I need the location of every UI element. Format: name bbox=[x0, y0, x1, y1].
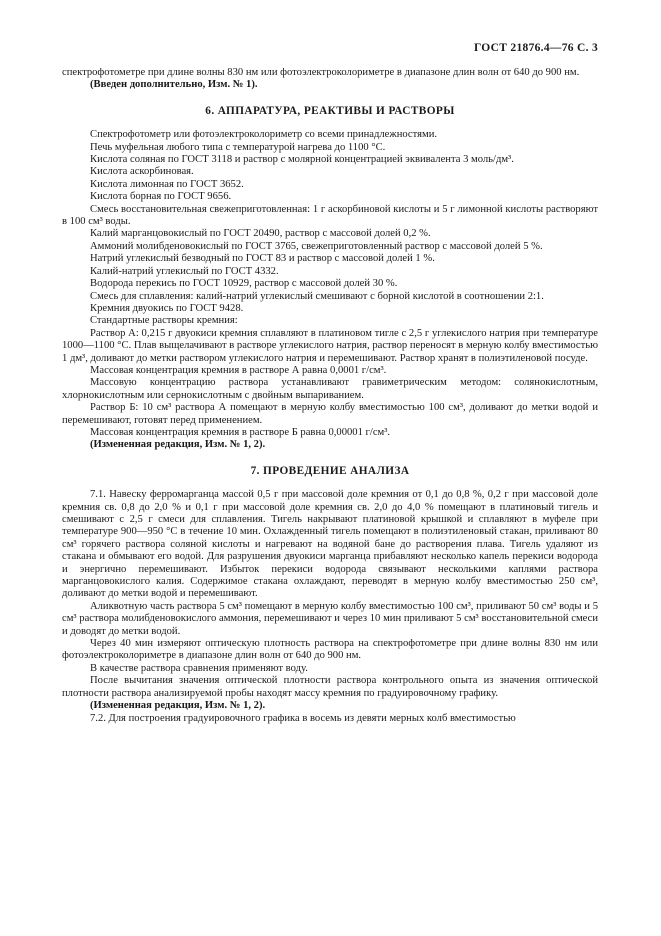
s6-paragraph: Смесь для сплавления: калий-натрий углекислый смешивают с борной кислотой в соотношении 2:1. bbox=[90, 290, 544, 302]
s6-paragraph: Калий-натрий углекислый по ГОСТ 4332. bbox=[90, 265, 279, 277]
section-6-body bbox=[62, 129, 598, 452]
page-header: ГОСТ 21876.4—76 С. 3 bbox=[473, 42, 598, 54]
s6-paragraph: Аммоний молибденовокислый по ГОСТ 3765, свежеприготовленный раствор с массовой долей 5 %. bbox=[90, 240, 543, 252]
section-7-heading: 7. ПРОВЕДЕНИЕ АНАЛИЗА bbox=[250, 464, 410, 477]
s6-paragraph: Раствор А: 0,215 г двуокиси кремния сплавляют в платиновом тигле с 2,5 г углекислого натрия при температуре 1000—1100 °С. Плав выщелачивают в растворе углекислого натрия, раствор переносят в мерную колбу вместимостью 1 дм³, доливают до метки раствором углекислого натрия и перемешивают. Раствор хранят в полиэтиленовой посуде. bbox=[62, 327, 598, 364]
s6-paragraph: Массовую концентрацию раствора устанавливают гравиметрическим методом: солянокислотным, хлорнокислотным или сернокислотным с двойным выпариванием. bbox=[62, 377, 598, 401]
s6-paragraph: Кислота соляная по ГОСТ 3118 и раствор с молярной концентрацией эквивалента 3 моль/дм³. bbox=[90, 154, 514, 166]
s6-paragraph: Натрий углекислый безводный по ГОСТ 83 и раствор с массовой долей 1 %. bbox=[90, 253, 435, 265]
s7-paragraph: Через 40 мин измеряют оптическую плотность раствора на спектрофотометре при длине волны 830 нм или фотоэлектроколориметре в диапазоне длин волн от 640 до 900 нм. bbox=[62, 638, 598, 662]
s7-paragraph: После вычитания значения оптической плотности раствора контрольного опыта из значения оптической плотности раствора анализируемой пробы находят массу кремния по градуировочному графику. bbox=[62, 675, 598, 699]
s7-paragraph: 7.1. Навеску ферромарганца массой 0,5 г при массовой доле кремния от 0,1 до 0,8 %, 0,2 г при массовой доле кремния св. 0,8 до 2,0 % и 0,1 г при массовой доле кремния св. 2,0 до 4,0 % помещают в платиновый тигель и смешивают с 2,5 г смеси для сплавления. Тигель накрывают платиновой крышкой и сплавляют в муфеле при температуре 900—950 °С в течение 10 мин. Охлажденный тигель помещают в полиэтиленовый стакан, приливают 80 см³ горячего раствора соляной кислоты и нагревают на водяной бане до растворения плава. Тигель удаляют из стакана и обмывают его водой. Для разрушения двуокиси марганца прибавляют несколько капель перекиси водорода и энергично перемешивают. Избыток перекиси водорода связывают несколькими каплями раствора марганцовокислого калия. Содержимое стакана охлаждают, переводят в мерную колбу вместимостью 250 см³, доливают до метки водой и перемешивают. bbox=[62, 489, 598, 600]
s6-paragraph: Кислота аскорбиновая. bbox=[90, 166, 194, 178]
page-content bbox=[62, 67, 598, 725]
s6-paragraph: Массовая концентрация кремния в растворе Б равна 0,00001 г/см³. bbox=[90, 426, 391, 438]
s7-paragraph-7-2: 7.2. Для построения градуировочного графика в восемь из девяти мерных колб вместимостью bbox=[90, 712, 516, 724]
s6-paragraph: Кислота борная по ГОСТ 9656. bbox=[90, 191, 232, 203]
s6-paragraph: Массовая концентрация кремния в растворе А равна 0,0001 г/см³. bbox=[90, 364, 387, 376]
s6-paragraph: Водорода перекись по ГОСТ 10929, раствор с массовой долей 30 %. bbox=[90, 278, 398, 290]
s6-paragraph: Раствор Б: 10 см³ раствора А помещают в мерную колбу вместимостью 100 см³, доливают до метки водой и перемешивают, готовят перед применением. bbox=[62, 402, 598, 426]
s6-paragraph: Спектрофотометр или фотоэлектроколориметр со всеми принадлежностями. bbox=[90, 129, 438, 141]
s7-paragraph: Аликвотную часть раствора 5 см³ помещают в мерную колбу вместимостью 100 см³, приливают 50 см³ воды и 5 см³ раствора молибденовокислого аммония, перемешивают и через 10 мин приливают 5 см³ восстановительной смеси и доводят до метки водой. bbox=[62, 600, 598, 637]
intro-continuation: спектрофотометре при длине волны 830 нм или фотоэлектроколориметре в диапазоне длин волн от 640 до 900 нм. bbox=[62, 67, 580, 78]
s6-paragraph: Печь муфельная любого типа с температурой нагрева до 1100 °С. bbox=[90, 141, 386, 153]
intro-amendment-note: (Введен дополнительно, Изм. № 1). bbox=[90, 79, 258, 91]
s6-paragraph: Кремния двуокись по ГОСТ 9428. bbox=[90, 302, 244, 314]
s6-paragraph: Стандартные растворы кремния: bbox=[90, 315, 238, 327]
s6-paragraph: Смесь восстановительная свежеприготовленная: 1 г аскорбиновой кислоты и 5 г лимонной кислоты растворяют в 100 см³ воды. bbox=[62, 203, 598, 228]
s6-paragraph: Кислота лимонная по ГОСТ 3652. bbox=[90, 178, 244, 190]
section-7-body bbox=[62, 489, 598, 725]
s7-amendment-note: (Измененная редакция, Изм. № 1, 2). bbox=[90, 700, 266, 712]
s7-paragraph: В качестве раствора сравнения применяют воду. bbox=[90, 662, 308, 674]
section-6-heading: 6. АППАРАТУРА, РЕАКТИВЫ И РАСТВОРЫ bbox=[205, 104, 455, 117]
s6-amendment-note: (Измененная редакция, Изм. № 1, 2). bbox=[90, 439, 266, 451]
s6-paragraph: Калий марганцовокислый по ГОСТ 20490, раствор с массовой долей 0,2 %. bbox=[90, 228, 431, 240]
